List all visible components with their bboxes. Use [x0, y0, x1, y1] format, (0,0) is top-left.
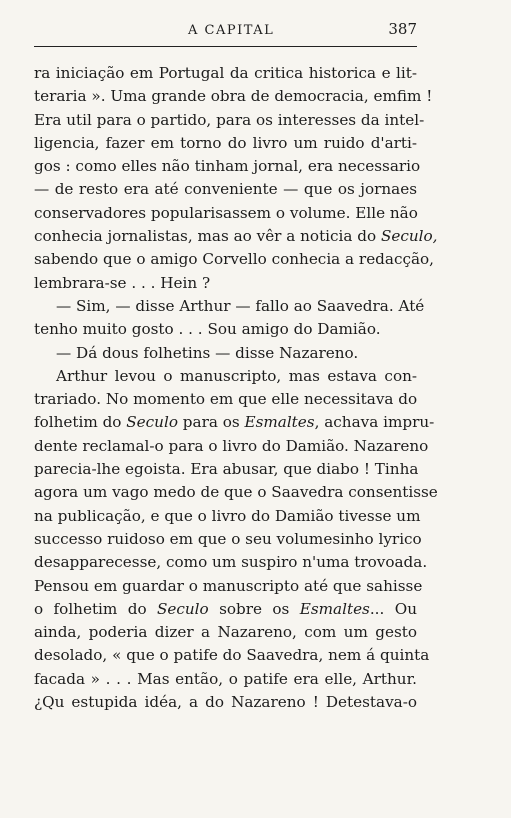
text-segment: — Dá dous folhetins — disse Nazareno.: [56, 343, 359, 362]
text-segment: Arthur levou o manuscripto, mas estava con-: [56, 366, 417, 385]
text-line: [34, 62, 417, 85]
text-segment: ainda, poderia dizer a Nazareno, com um gesto: [34, 623, 417, 642]
text-segment: facada » . . . Mas então, o patife era elle, Arthur.: [34, 669, 417, 688]
text-line: [34, 248, 434, 271]
italic-text-segment: Esmaltes: [244, 413, 315, 432]
text-segment: Era util para o partido, para os interesses da intel-: [34, 110, 425, 129]
text-segment: trariado. No momento em que elle necessitava do: [34, 390, 418, 409]
text-segment: Pensou em guardar o manuscripto até que sahisse: [34, 576, 423, 595]
text-line: [34, 505, 421, 528]
text-line: [34, 435, 429, 458]
text-line: [34, 318, 417, 341]
text-line: [34, 225, 438, 248]
text-segment: dente reclamal-o para o livro do Damião. Nazareno: [34, 436, 429, 455]
text-segment: — de resto era até conveniente — que os jornaes: [34, 180, 417, 199]
text-segment: o folhetim do: [34, 599, 157, 618]
text-segment: ra iniciação em Portugal da critica historica e lit-: [34, 64, 417, 82]
text-segment: desolado, « que o patife do Saavedra, nem á quinta: [34, 646, 430, 665]
text-line: [34, 575, 423, 598]
text-segment: — Sim, — disse Arthur — fallo ao Saavedra. Até: [56, 296, 425, 315]
text-line: [34, 272, 417, 295]
text-segment: ligencia, fazer em torno do livro um ruido d'arti-: [34, 133, 417, 152]
text-line: [34, 365, 417, 388]
text-segment: sabendo que o amigo Corvello conhecia a redacção,: [34, 250, 434, 269]
text-segment: conservadores popularisassem o volume. Elle não: [34, 203, 418, 222]
text-line: [34, 551, 428, 574]
text-segment: sobre os: [208, 599, 300, 618]
running-title: A CAPITAL: [188, 23, 275, 38]
text-line: [34, 644, 430, 667]
text-segment: na publicação, e que o livro do Damião tivesse um: [34, 506, 421, 525]
text-line: [34, 411, 435, 434]
italic-text-segment: Seculo,: [380, 227, 438, 246]
text-segment: conhecia jornalistas, mas ao vêr a noticia do: [34, 227, 381, 246]
text-segment: ... Ou: [369, 599, 417, 618]
text-line: [34, 85, 433, 108]
text-line: [34, 481, 438, 504]
text-segment: folhetim do: [34, 413, 127, 432]
page-number: 387: [388, 20, 417, 38]
text-segment: successo ruidoso em que o seu volumesinho lyrico: [34, 529, 422, 548]
text-line: [34, 458, 417, 481]
text-line: [34, 528, 422, 551]
text-line: [34, 691, 417, 714]
text-segment: lembrara-se . . . Hein ?: [34, 273, 211, 292]
text-line: [34, 621, 417, 644]
italic-text-segment: Esmaltes: [299, 599, 370, 618]
text-line: [34, 295, 425, 318]
text-line: [34, 598, 417, 621]
text-segment: gos : como elles não tinham jornal, era necessario: [34, 157, 421, 176]
text-segment: teraria ». Uma grande obra de democracia, emfim !: [34, 87, 433, 106]
text-line: [34, 668, 417, 691]
header-rule: [34, 46, 417, 47]
body-text: [34, 62, 438, 714]
text-segment: ¿Qu estupida idéa, a do Nazareno ! Detestava-o: [34, 693, 417, 712]
text-line: [34, 132, 417, 155]
text-line: [34, 342, 417, 365]
text-segment: para os: [177, 413, 245, 432]
text-line: [34, 202, 417, 225]
italic-text-segment: Seculo: [126, 413, 178, 432]
text-segment: desapparecesse, como um suspiro n'uma trovoada.: [34, 553, 428, 572]
text-line: [34, 178, 417, 201]
text-segment: tenho muito gosto . . . Sou amigo do Damião.: [34, 320, 381, 339]
text-line: [34, 388, 417, 411]
text-line: [34, 109, 425, 132]
running-header: [34, 20, 417, 42]
text-line: [34, 155, 421, 178]
italic-text-segment: Seculo: [157, 599, 209, 618]
text-segment: parecia-lhe egoista. Era abusar, que diabo ! Tinha: [34, 460, 419, 479]
text-segment: , achava impru-: [314, 413, 435, 432]
text-segment: agora um vago medo de que o Saavedra consentisse: [34, 483, 438, 502]
